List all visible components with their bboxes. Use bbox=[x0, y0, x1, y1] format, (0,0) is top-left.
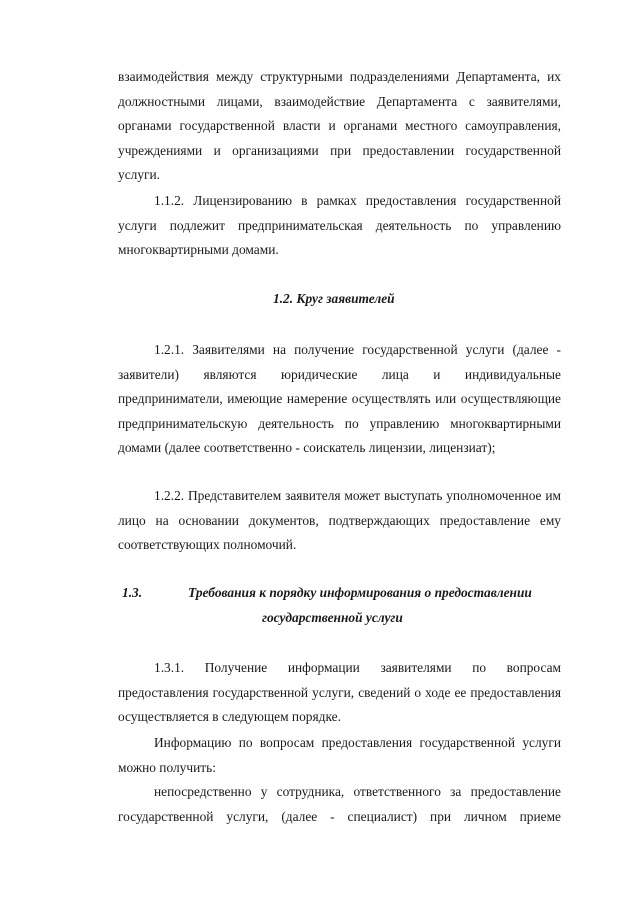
paragraph-text: Информацию по вопросам предоставления государственной услуги можно получить: bbox=[118, 735, 561, 775]
paragraph-line: непосредственно у сотрудника, ответственного за предоставление bbox=[154, 784, 561, 799]
section-heading-1-3-line2: государственной услуги bbox=[262, 610, 403, 625]
paragraph-1-1-2 bbox=[118, 189, 561, 263]
section-number-1-3: 1.3. bbox=[122, 585, 143, 600]
paragraph-1-2-1 bbox=[118, 338, 561, 461]
paragraph-direct bbox=[118, 780, 561, 829]
paragraph-info bbox=[118, 731, 561, 780]
paragraph-text: 1.3.1. Получение информации заявителями по вопросам предоставления государственной услуги, сведений о ходе ее предоставления осуществляется в следующем порядке. bbox=[118, 660, 561, 725]
section-heading-1-3-line1: Требования к порядку информирования о предоставлении bbox=[188, 585, 532, 600]
paragraph-text: 1.2.2. Представителем заявителя может выступать уполномоченное им лицо на основании документов, подтверждающих предоставление ему соответствующих полномочий. bbox=[118, 488, 561, 553]
paragraph-text: 1.2.1. Заявителями на получение государственной услуги (далее - заявители) являются юридические лица и индивидуальные предприниматели, имеющие намерение осуществлять или осуществляющие предпринимательскую деятельность по управлению многоквартирными домами (далее соответственно - соискатель лицензии, лицензиат); bbox=[118, 342, 561, 456]
paragraph-1-3-1 bbox=[118, 656, 561, 730]
paragraph-line: государственной услуги, (далее - специалист) при личном приеме bbox=[118, 808, 561, 824]
section-heading-1-2: 1.2. Круг заявителей bbox=[273, 291, 395, 306]
paragraph-text: взаимодействия между структурными подразделениями Департамента, их должностными лицами, взаимодействие Департамента с заявителями, органами государственной власти и органами местного самоуправления, учреждениями и организациями при предоставлении государственной услуги. bbox=[118, 69, 561, 183]
paragraph-continuation bbox=[118, 65, 561, 188]
paragraph-1-2-2 bbox=[118, 484, 561, 558]
paragraph-text: 1.1.2. Лицензированию в рамках предоставления государственной услуги подлежит предпринимательская деятельность по управлению многоквартирными домами. bbox=[118, 193, 561, 258]
